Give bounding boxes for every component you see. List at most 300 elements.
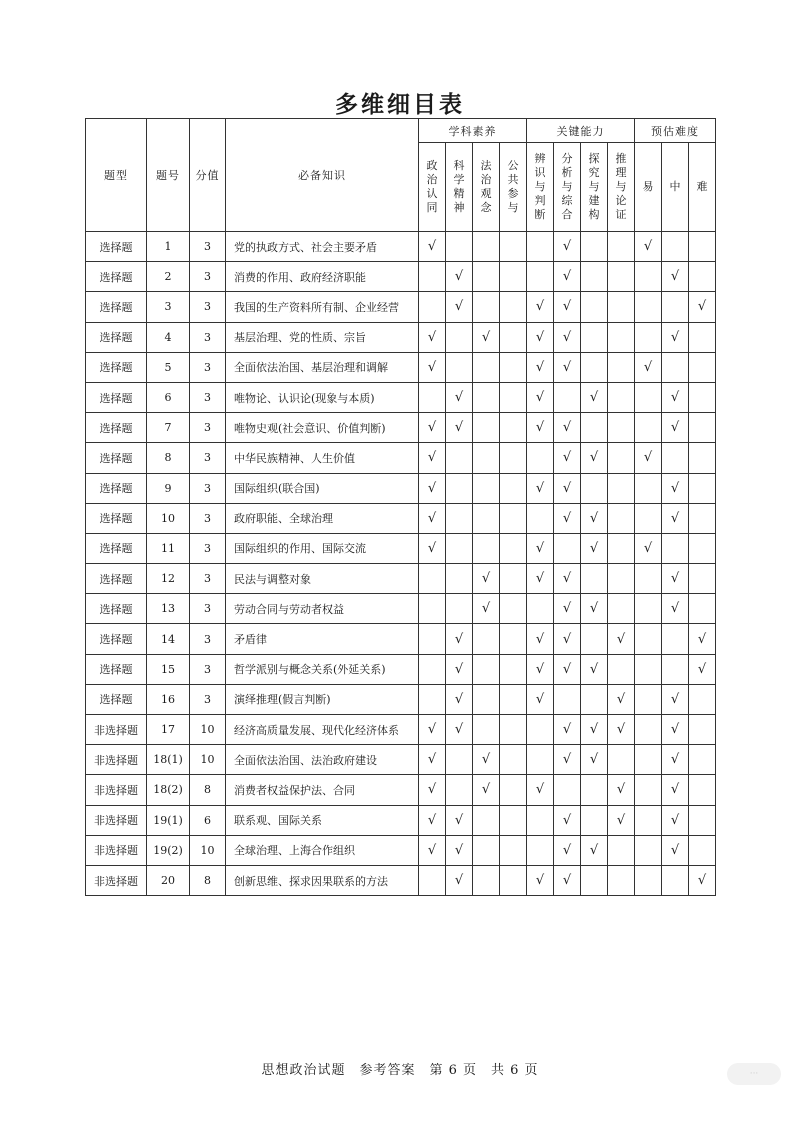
mark-cell: [608, 624, 635, 654]
mark-cell: [446, 745, 473, 775]
number-cell: 19(1): [147, 805, 190, 835]
number-cell: 17: [147, 715, 190, 745]
check-mark-icon: √: [481, 752, 491, 768]
check-mark-icon: √: [562, 450, 572, 466]
mark-cell: [419, 654, 446, 684]
check-mark-icon: √: [670, 390, 680, 406]
check-mark-icon: √: [589, 601, 599, 617]
mark-cell: [527, 775, 554, 805]
type-cell: 非选择题: [86, 805, 147, 835]
check-mark-icon: √: [643, 239, 653, 255]
mark-cell: [473, 624, 500, 654]
mark-cell: [446, 835, 473, 865]
mark-cell: [581, 232, 608, 262]
mark-cell: [500, 413, 527, 443]
mark-cell: [581, 473, 608, 503]
knowledge-cell: 消费的作用、政府经济职能: [226, 262, 419, 292]
mark-cell: [554, 503, 581, 533]
check-mark-icon: √: [427, 480, 437, 496]
mark-cell: [635, 232, 662, 262]
mark-cell: [527, 443, 554, 473]
check-mark-icon: √: [427, 842, 437, 858]
number-cell: 20: [147, 865, 190, 895]
mark-cell: [473, 805, 500, 835]
mark-cell: [662, 473, 689, 503]
mark-cell: [608, 292, 635, 322]
check-mark-icon: √: [562, 601, 572, 617]
subheader-label: 政治认同: [426, 159, 438, 214]
score-cell: 3: [190, 322, 226, 352]
type-cell: 选择题: [86, 684, 147, 714]
header-type: 题型: [86, 119, 147, 232]
number-cell: 1: [147, 232, 190, 262]
check-mark-icon: √: [670, 722, 680, 738]
mark-cell: [635, 262, 662, 292]
mark-cell: [581, 775, 608, 805]
check-mark-icon: √: [697, 873, 707, 889]
check-mark-icon: √: [670, 752, 680, 768]
mark-cell: [554, 322, 581, 352]
type-cell: 非选择题: [86, 715, 147, 745]
mark-cell: [473, 473, 500, 503]
number-cell: 8: [147, 443, 190, 473]
mark-cell: [419, 533, 446, 563]
check-mark-icon: √: [670, 571, 680, 587]
check-mark-icon: √: [670, 782, 680, 798]
check-mark-icon: √: [427, 812, 437, 828]
knowledge-cell: 唯物史观(社会意识、价值判断): [226, 413, 419, 443]
mark-cell: [446, 805, 473, 835]
mark-cell: [689, 352, 716, 382]
mark-cell: [608, 473, 635, 503]
mark-cell: [500, 564, 527, 594]
table-row: [86, 232, 716, 262]
mark-cell: [635, 443, 662, 473]
mark-cell: [419, 503, 446, 533]
mark-cell: [689, 564, 716, 594]
mark-cell: [689, 745, 716, 775]
check-mark-icon: √: [562, 239, 572, 255]
score-cell: 8: [190, 775, 226, 805]
header-group-literacy: 学科素养: [419, 119, 527, 143]
mark-cell: [635, 413, 662, 443]
mark-cell: [554, 805, 581, 835]
mark-cell: [473, 835, 500, 865]
mark-cell: [554, 292, 581, 322]
knowledge-cell: 国际组织(联合国): [226, 473, 419, 503]
type-cell: 选择题: [86, 654, 147, 684]
check-mark-icon: √: [535, 661, 545, 677]
check-mark-icon: √: [562, 299, 572, 315]
table-row: [86, 624, 716, 654]
table-row: [86, 835, 716, 865]
table-row: [86, 443, 716, 473]
mark-cell: [608, 232, 635, 262]
mark-cell: [527, 382, 554, 412]
table-row: [86, 413, 716, 443]
check-mark-icon: √: [454, 873, 464, 889]
knowledge-cell: 创新思维、探求因果联系的方法: [226, 865, 419, 895]
mark-cell: [608, 443, 635, 473]
score-cell: 3: [190, 413, 226, 443]
mark-cell: [473, 413, 500, 443]
mark-cell: [419, 413, 446, 443]
mark-cell: [689, 624, 716, 654]
mark-cell: [473, 382, 500, 412]
mark-cell: [581, 443, 608, 473]
subheader-label: 辨识与判断: [534, 152, 546, 221]
knowledge-cell: 联系观、国际关系: [226, 805, 419, 835]
mark-cell: [554, 654, 581, 684]
check-mark-icon: √: [562, 269, 572, 285]
type-cell: 选择题: [86, 262, 147, 292]
check-mark-icon: √: [589, 390, 599, 406]
check-mark-icon: √: [454, 691, 464, 707]
mark-cell: [581, 262, 608, 292]
page-title: 多维细目表: [335, 91, 465, 118]
check-mark-icon: √: [427, 420, 437, 436]
mark-cell: [419, 624, 446, 654]
score-cell: 3: [190, 262, 226, 292]
mark-cell: [554, 775, 581, 805]
subheader-label: 难: [696, 180, 708, 193]
mark-cell: [527, 503, 554, 533]
mark-cell: [473, 322, 500, 352]
subheader-label: 中: [669, 180, 681, 193]
mark-cell: [527, 654, 554, 684]
check-mark-icon: √: [670, 510, 680, 526]
mark-cell: [662, 654, 689, 684]
mark-cell: [689, 473, 716, 503]
check-mark-icon: √: [697, 299, 707, 315]
check-mark-icon: √: [562, 420, 572, 436]
mark-cell: [419, 775, 446, 805]
knowledge-cell: 经济高质量发展、现代化经济体系: [226, 715, 419, 745]
mark-cell: [527, 684, 554, 714]
check-mark-icon: √: [643, 540, 653, 556]
mark-cell: [662, 775, 689, 805]
type-cell: 选择题: [86, 352, 147, 382]
mark-cell: [608, 715, 635, 745]
subheader-cell: [473, 143, 500, 232]
page-footer: 思想政治试题 参考答案 第 6 页 共 6 页: [261, 1063, 539, 1078]
check-mark-icon: √: [454, 269, 464, 285]
check-mark-icon: √: [427, 359, 437, 375]
mark-cell: [446, 533, 473, 563]
mark-cell: [473, 352, 500, 382]
type-cell: 非选择题: [86, 865, 147, 895]
mark-cell: [608, 654, 635, 684]
mark-cell: [446, 232, 473, 262]
mark-cell: [446, 292, 473, 322]
mark-cell: [635, 654, 662, 684]
score-cell: 10: [190, 835, 226, 865]
mark-cell: [446, 322, 473, 352]
mark-cell: [527, 624, 554, 654]
mark-cell: [419, 382, 446, 412]
check-mark-icon: √: [670, 329, 680, 345]
mark-cell: [473, 443, 500, 473]
mark-cell: [419, 594, 446, 624]
mark-cell: [500, 352, 527, 382]
check-mark-icon: √: [535, 359, 545, 375]
mark-cell: [500, 805, 527, 835]
mark-cell: [419, 865, 446, 895]
check-mark-icon: √: [643, 359, 653, 375]
number-cell: 2: [147, 262, 190, 292]
check-mark-icon: √: [562, 722, 572, 738]
mark-cell: [500, 503, 527, 533]
subheader-cell: [446, 143, 473, 232]
check-mark-icon: √: [427, 239, 437, 255]
mark-cell: [473, 715, 500, 745]
mark-cell: [662, 382, 689, 412]
mark-cell: [527, 292, 554, 322]
knowledge-cell: 哲学派别与概念关系(外延关系): [226, 654, 419, 684]
mark-cell: [689, 503, 716, 533]
mark-cell: [473, 292, 500, 322]
mark-cell: [635, 382, 662, 412]
check-mark-icon: √: [562, 631, 572, 647]
score-cell: 3: [190, 443, 226, 473]
number-cell: 18(1): [147, 745, 190, 775]
mark-cell: [635, 533, 662, 563]
mark-cell: [581, 865, 608, 895]
mark-cell: [662, 594, 689, 624]
header-group-ability: 关键能力: [527, 119, 635, 143]
check-mark-icon: √: [589, 842, 599, 858]
mark-cell: [635, 715, 662, 745]
mark-cell: [446, 413, 473, 443]
check-mark-icon: √: [670, 480, 680, 496]
check-mark-icon: √: [454, 722, 464, 738]
mark-cell: [662, 232, 689, 262]
check-mark-icon: √: [670, 691, 680, 707]
mark-cell: [608, 533, 635, 563]
subheader-cell: [581, 143, 608, 232]
score-cell: 3: [190, 624, 226, 654]
check-mark-icon: √: [562, 812, 572, 828]
check-mark-icon: √: [427, 540, 437, 556]
table-body: [86, 232, 716, 896]
check-mark-icon: √: [427, 752, 437, 768]
mark-cell: [581, 654, 608, 684]
mark-cell: [554, 533, 581, 563]
check-mark-icon: √: [427, 782, 437, 798]
mark-cell: [554, 624, 581, 654]
mark-cell: [662, 262, 689, 292]
mark-cell: [500, 745, 527, 775]
knowledge-cell: 中华民族精神、人生价值: [226, 443, 419, 473]
mark-cell: [554, 262, 581, 292]
mark-cell: [473, 564, 500, 594]
score-cell: 3: [190, 473, 226, 503]
mark-cell: [446, 443, 473, 473]
mark-cell: [689, 533, 716, 563]
mark-cell: [608, 835, 635, 865]
mark-cell: [635, 473, 662, 503]
check-mark-icon: √: [454, 390, 464, 406]
score-cell: 3: [190, 352, 226, 382]
knowledge-cell: 劳动合同与劳动者权益: [226, 594, 419, 624]
number-cell: 14: [147, 624, 190, 654]
knowledge-cell: 党的执政方式、社会主要矛盾: [226, 232, 419, 262]
check-mark-icon: √: [454, 631, 464, 647]
mark-cell: [419, 443, 446, 473]
mark-cell: [608, 352, 635, 382]
mark-cell: [554, 745, 581, 775]
mark-cell: [554, 443, 581, 473]
mark-cell: [581, 352, 608, 382]
knowledge-cell: 民法与调整对象: [226, 564, 419, 594]
mark-cell: [689, 292, 716, 322]
mark-cell: [554, 473, 581, 503]
mark-cell: [662, 533, 689, 563]
mark-cell: [554, 715, 581, 745]
mark-cell: [608, 775, 635, 805]
table-row: [86, 745, 716, 775]
mark-cell: [581, 745, 608, 775]
check-mark-icon: √: [535, 631, 545, 647]
mark-cell: [527, 262, 554, 292]
mark-cell: [527, 715, 554, 745]
check-mark-icon: √: [562, 873, 572, 889]
mark-cell: [419, 564, 446, 594]
table-row: [86, 382, 716, 412]
mark-cell: [581, 533, 608, 563]
number-cell: 16: [147, 684, 190, 714]
mark-cell: [500, 473, 527, 503]
mark-cell: [473, 594, 500, 624]
check-mark-icon: √: [481, 329, 491, 345]
mark-cell: [527, 564, 554, 594]
mark-cell: [662, 292, 689, 322]
check-mark-icon: √: [562, 329, 572, 345]
mark-cell: [500, 865, 527, 895]
type-cell: 选择题: [86, 624, 147, 654]
mark-cell: [581, 292, 608, 322]
subheader-cell: [608, 143, 635, 232]
mark-cell: [581, 805, 608, 835]
mark-cell: [473, 745, 500, 775]
mark-cell: [527, 745, 554, 775]
mark-cell: [608, 322, 635, 352]
check-mark-icon: √: [562, 480, 572, 496]
mark-cell: [689, 322, 716, 352]
table-row: [86, 805, 716, 835]
check-mark-icon: √: [454, 299, 464, 315]
score-cell: 3: [190, 533, 226, 563]
knowledge-cell: 基层治理、党的性质、宗旨: [226, 322, 419, 352]
mark-cell: [689, 413, 716, 443]
mark-cell: [689, 835, 716, 865]
check-mark-icon: √: [427, 722, 437, 738]
subheader-label: 科学精神: [453, 159, 465, 214]
mark-cell: [500, 382, 527, 412]
type-cell: 非选择题: [86, 745, 147, 775]
mark-cell: [662, 564, 689, 594]
check-mark-icon: √: [535, 782, 545, 798]
mark-cell: [662, 865, 689, 895]
mark-cell: [689, 443, 716, 473]
table-row: [86, 503, 716, 533]
number-cell: 4: [147, 322, 190, 352]
check-mark-icon: √: [481, 782, 491, 798]
subheader-cell: [635, 143, 662, 232]
mark-cell: [446, 624, 473, 654]
mark-cell: [635, 352, 662, 382]
table-row: [86, 715, 716, 745]
mark-cell: [446, 715, 473, 745]
check-mark-icon: √: [643, 450, 653, 466]
mark-cell: [446, 865, 473, 895]
mark-cell: [446, 382, 473, 412]
mark-cell: [527, 352, 554, 382]
table-row: [86, 352, 716, 382]
knowledge-cell: 唯物论、认识论(现象与本质): [226, 382, 419, 412]
type-cell: 选择题: [86, 473, 147, 503]
mark-cell: [689, 654, 716, 684]
mark-cell: [500, 775, 527, 805]
score-cell: 3: [190, 292, 226, 322]
mark-cell: [419, 473, 446, 503]
check-mark-icon: √: [670, 269, 680, 285]
mark-cell: [608, 594, 635, 624]
mark-cell: [608, 745, 635, 775]
mark-cell: [527, 413, 554, 443]
specification-table: [85, 118, 716, 896]
mark-cell: [500, 533, 527, 563]
mark-cell: [419, 805, 446, 835]
mark-cell: [419, 262, 446, 292]
number-cell: 19(2): [147, 835, 190, 865]
mark-cell: [527, 594, 554, 624]
mark-cell: [662, 684, 689, 714]
mark-cell: [500, 684, 527, 714]
mark-cell: [527, 835, 554, 865]
mark-cell: [500, 232, 527, 262]
check-mark-icon: √: [697, 661, 707, 677]
mark-cell: [554, 594, 581, 624]
table-row: [86, 322, 716, 352]
check-mark-icon: √: [535, 420, 545, 436]
score-cell: 3: [190, 654, 226, 684]
check-mark-icon: √: [454, 812, 464, 828]
number-cell: 5: [147, 352, 190, 382]
mark-cell: [554, 382, 581, 412]
knowledge-cell: 全面依法治国、基层治理和调解: [226, 352, 419, 382]
mark-cell: [608, 684, 635, 714]
mark-cell: [635, 292, 662, 322]
mark-cell: [581, 684, 608, 714]
mark-cell: [608, 865, 635, 895]
score-cell: 3: [190, 594, 226, 624]
check-mark-icon: √: [616, 631, 626, 647]
check-mark-icon: √: [481, 571, 491, 587]
subheader-cell: [527, 143, 554, 232]
check-mark-icon: √: [697, 631, 707, 647]
mark-cell: [473, 262, 500, 292]
knowledge-cell: 我国的生产资料所有制、企业经营: [226, 292, 419, 322]
table-row: [86, 533, 716, 563]
number-cell: 11: [147, 533, 190, 563]
header-group-difficulty: 预估难度: [635, 119, 716, 143]
table-row: [86, 865, 716, 895]
number-cell: 9: [147, 473, 190, 503]
check-mark-icon: √: [562, 510, 572, 526]
check-mark-icon: √: [535, 329, 545, 345]
mark-cell: [473, 654, 500, 684]
